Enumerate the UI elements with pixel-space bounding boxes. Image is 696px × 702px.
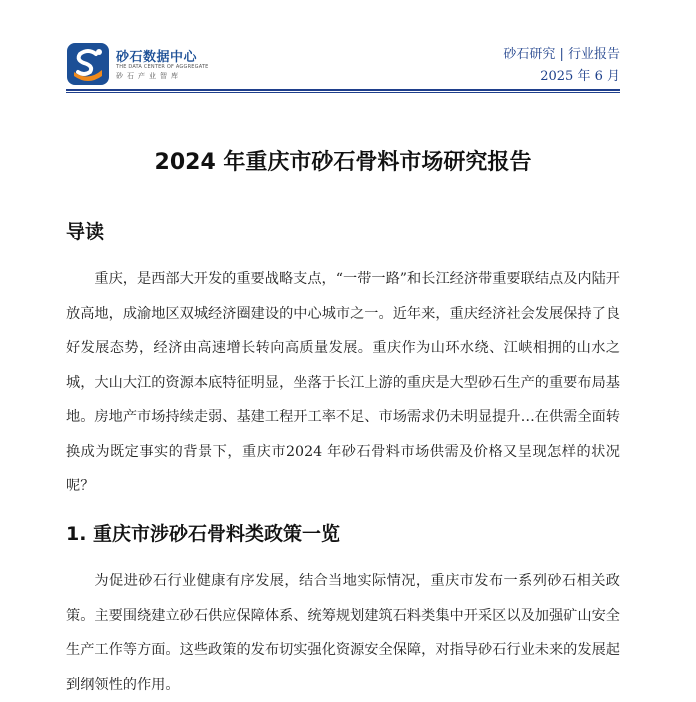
logo-title: 砂石数据中心	[116, 50, 198, 65]
header-rule	[66, 89, 620, 91]
section-heading-policy: 1. 重庆市涉砂石骨料类政策一览	[66, 523, 341, 545]
header-rule-thin	[66, 92, 620, 93]
intro-paragraph: 重庆，是西部大开发的重要战略支点，“一带一路”和长江经济带重要联结点及内陆开放高地，成渝地区双城经济圈建设的中心城市之一。近年来，重庆经济社会发展保持了良好发展态势，经济由高速增长转向高质量发展。重庆作为山环水绕、江峡相拥的山水之城，大山大江的资源本底特征明显，坐落于长江上游的重庆是大型砂石生产的重要布局基地。房地产市场持续走弱、基建工程开工率不足、市场需求仍未明显提升…在供需全面转换成为既定事实的背景下，重庆市2024 年砂石骨料市场供需及价格又呈现怎样的状况呢？	[66, 271, 620, 494]
report-category: 砂石研究 | 行业报告	[503, 47, 620, 62]
logo-subtitle: 砂石产业智库	[116, 72, 182, 80]
report-date: 2025 年 6 月	[540, 69, 620, 84]
section-heading-intro: 导读	[66, 221, 105, 243]
sand-stone-logo-icon	[66, 42, 110, 86]
page-title: 2024 年重庆市砂石骨料市场研究报告	[154, 150, 532, 175]
page-header	[66, 40, 620, 92]
header-meta	[503, 44, 620, 88]
logo-english-name: THE DATA CENTER OF AGGREGATE	[116, 64, 209, 70]
policy-paragraph: 为促进砂石行业健康有序发展，结合当地实际情况，重庆市发布一系列砂石相关政策。主要围绕建立砂石供应保障体系、统筹规划建筑石料类集中开采区以及加强矿山安全生产工作等方面。这些政策的发布切实强化资源安全保障，对指导砂石行业未来的发展起到纲领性的作用。	[66, 573, 620, 693]
